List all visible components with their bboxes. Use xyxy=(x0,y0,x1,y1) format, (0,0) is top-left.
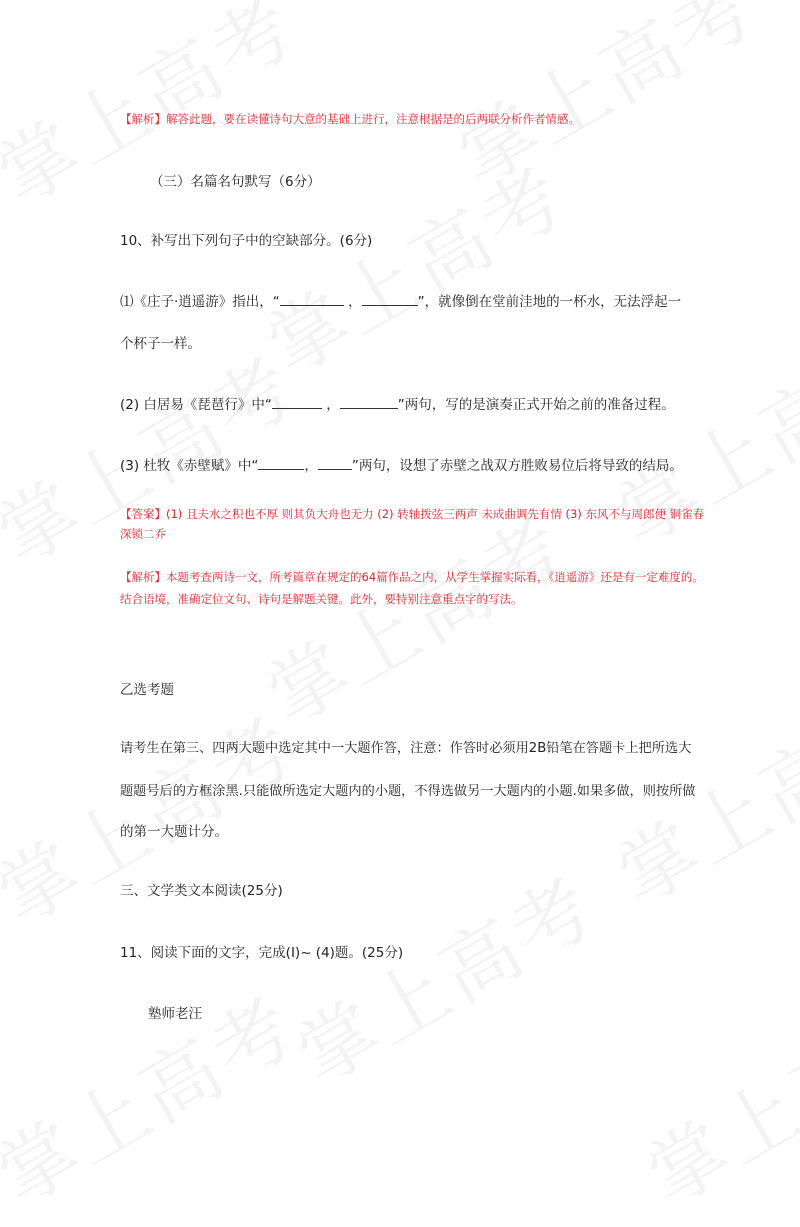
instructions-line: 请考生在第三、四两大题中选定其中一大题作答，注意：作答时必须用2B铅笔在答题卡上把所选大 xyxy=(120,741,692,756)
analysis-note xyxy=(120,566,708,610)
item-text: (3) 杜牧《赤壁赋》中“ xyxy=(120,458,259,474)
analysis-tag: 【解析】 xyxy=(120,570,166,584)
instructions-line: 题题号后的方框涂黑.只能做所选定大题内的小题，不得选做另一大题内的小题.如果多做，则按所做 xyxy=(120,784,696,799)
item-text: ”，就像倒在堂前洼地的一杯水，无法浮起一 xyxy=(417,294,682,310)
analysis-tag: 【解析】 xyxy=(120,112,166,126)
question-10-item-1 xyxy=(120,291,708,312)
question-10-item-2 xyxy=(120,394,708,415)
answer-blank[interactable] xyxy=(318,455,352,470)
answer-text: (1) 且夫水之积也不厚 则其负大舟也无力 (2) 转轴拨弦三两声 未成曲调先有情 (3) 东风不与周郎便 铜雀春深锁二乔 xyxy=(120,507,705,541)
item-text: ， xyxy=(348,294,362,310)
answer-note xyxy=(120,504,708,544)
item-text: ”两句，写的是演奏正式开始之前的准备过程。 xyxy=(397,397,675,413)
section-three-heading: 三、文学类文本阅读(25分) xyxy=(120,883,283,899)
story-title: 塾师老汪 xyxy=(148,1006,202,1022)
question-10-item-3 xyxy=(120,455,708,476)
answer-tag: 【答案】 xyxy=(120,507,166,521)
analysis-text: 本题考查两诗一文，所考篇章在规定的64篇作品之内，从学生掌握实际看，《逍遥游》还是有一定难度的。结合语境，准确定位文句、诗句是解题关键。此外，要特别注意重点字的写法。 xyxy=(120,570,704,606)
item-text: ， xyxy=(304,458,318,474)
section-heading: （三）名篇名句默写（6分） xyxy=(150,174,321,190)
answer-blank[interactable] xyxy=(280,291,344,306)
instructions-line: 的第一大题计分。 xyxy=(120,824,228,840)
answer-blank[interactable] xyxy=(258,455,304,470)
elective-heading: 乙选考题 xyxy=(120,682,174,698)
question-10-title: 10、补写出下列句子中的空缺部分。(6分) xyxy=(120,233,373,249)
answer-blank[interactable] xyxy=(272,394,322,409)
item-text: ”两句，设想了赤壁之战双方胜败易位后将导致的结局。 xyxy=(351,458,683,474)
answer-blank[interactable] xyxy=(362,291,418,306)
watermark xyxy=(0,685,314,946)
analysis-note xyxy=(120,109,708,129)
analysis-text: 解答此题，要在读懂诗句大意的基础上进行，注意根据是的后两联分析作者情感。 xyxy=(166,112,580,126)
item-text: (2) 白居易《琵琶行》中“ xyxy=(120,397,272,413)
question-11-title: 11、阅读下面的文字，完成(Ⅰ)~ (4)题。(25分) xyxy=(120,945,404,961)
item-text: ⑴《庄子·逍遥游》指出，“ xyxy=(120,294,280,310)
question-10-item-1-cont: 个杯子一样。 xyxy=(120,336,201,352)
answer-blank[interactable] xyxy=(340,394,398,409)
item-text: ， xyxy=(326,397,340,413)
